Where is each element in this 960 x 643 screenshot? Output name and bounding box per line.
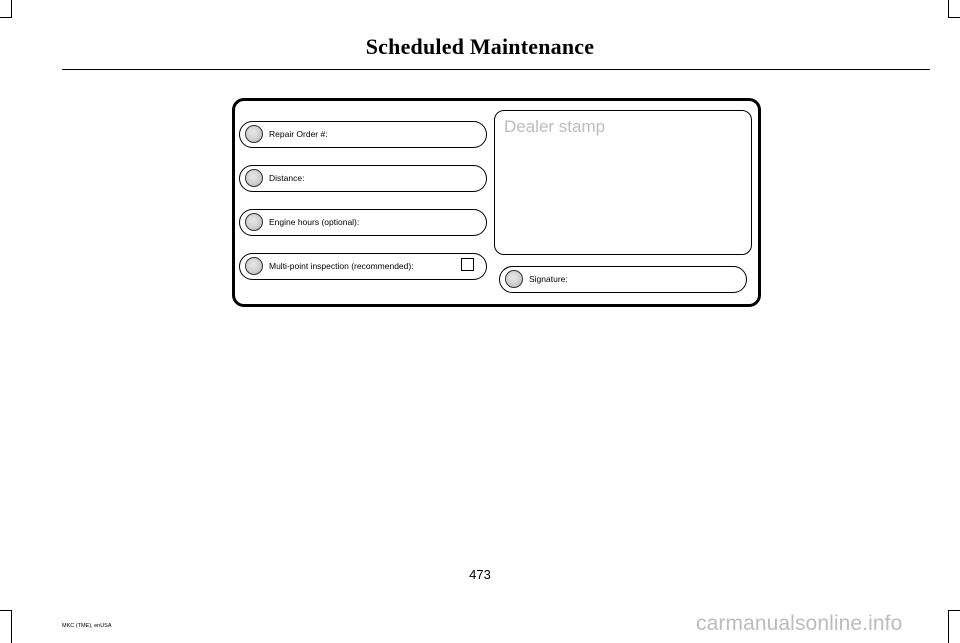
repair-order-field[interactable] bbox=[239, 121, 487, 148]
page-title: Scheduled Maintenance bbox=[365, 34, 595, 59]
crop-mark bbox=[948, 17, 960, 18]
bullet-icon bbox=[505, 270, 523, 288]
bullet-icon bbox=[245, 125, 263, 143]
crop-mark bbox=[11, 0, 12, 18]
title-divider bbox=[62, 69, 930, 70]
crop-mark bbox=[0, 17, 12, 18]
multi-point-inspection-field bbox=[239, 253, 487, 280]
page-number: 473 bbox=[469, 567, 491, 582]
multi-point-inspection-label: Multi-point inspection (recommended): bbox=[269, 261, 414, 271]
bullet-icon bbox=[245, 257, 263, 275]
crop-mark bbox=[0, 610, 12, 611]
crop-mark bbox=[11, 610, 12, 643]
engine-hours-field[interactable] bbox=[239, 209, 487, 236]
bullet-icon bbox=[245, 213, 263, 231]
repair-order-label: Repair Order #: bbox=[269, 129, 328, 139]
bullet-icon bbox=[245, 169, 263, 187]
watermark: carmanualsonline.info bbox=[696, 612, 903, 635]
signature-field[interactable] bbox=[499, 266, 747, 293]
dealer-stamp-box bbox=[494, 110, 752, 255]
crop-mark bbox=[948, 610, 949, 643]
document-code: MKC (TME), enUSA bbox=[62, 623, 112, 629]
inspection-checkbox[interactable] bbox=[461, 258, 474, 271]
dealer-stamp-label: Dealer stamp bbox=[504, 117, 606, 136]
distance-field[interactable] bbox=[239, 165, 487, 192]
signature-label: Signature: bbox=[529, 274, 568, 284]
distance-label: Distance: bbox=[269, 173, 305, 183]
crop-mark bbox=[948, 0, 949, 18]
engine-hours-label: Engine hours (optional): bbox=[269, 217, 360, 227]
crop-mark bbox=[948, 610, 960, 611]
